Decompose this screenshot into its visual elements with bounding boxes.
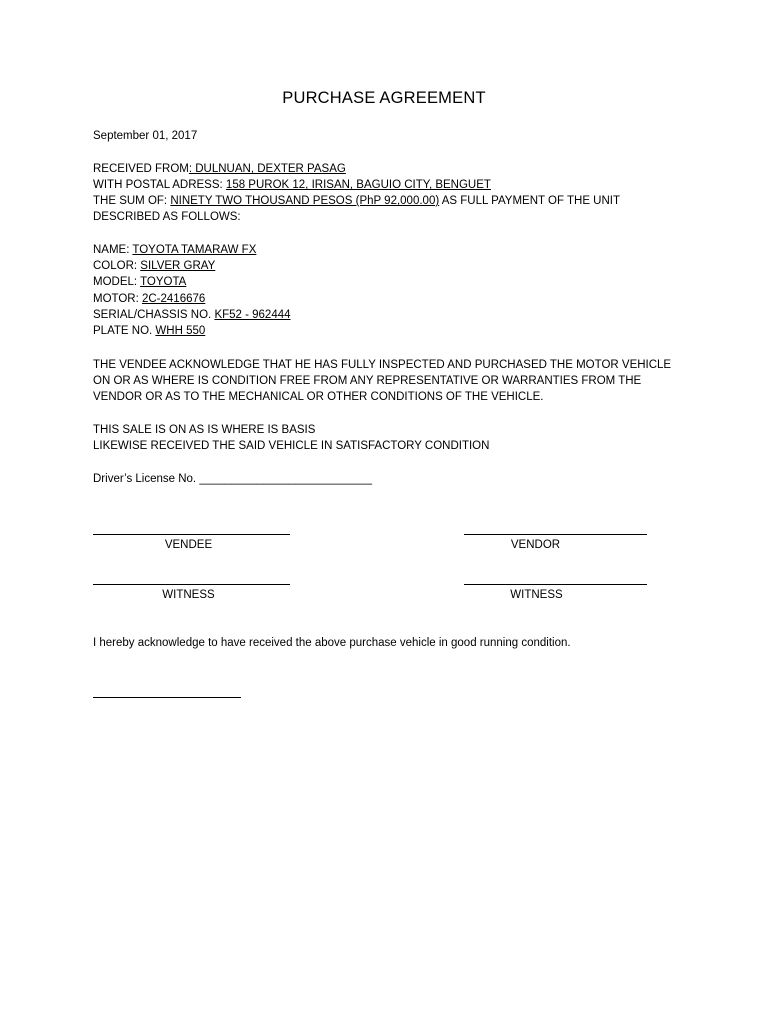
drivers-license-line	[93, 471, 372, 487]
witness-right-signature-line	[464, 584, 647, 585]
acknowledge-line-2: ON OR AS WHERE IS CONDITION FREE FROM ANY REPRESENTATIVE OR WARRANTIES FROM THE	[93, 375, 642, 387]
sale-basis: THIS SALE IS ON AS IS WHERE IS BASIS	[93, 424, 316, 436]
vehicle-serial-label: SERIAL/CHASSIS NO.	[93, 309, 215, 321]
vehicle-model-label: MODEL:	[93, 276, 141, 288]
vehicle-motor-line	[93, 291, 205, 307]
witness-right-label: WITNESS	[510, 589, 563, 601]
sum-value: NINETY TWO THOUSAND PESOS (PhP 92,000.00)	[170, 195, 440, 207]
vendor-signature-line	[464, 534, 647, 535]
postal-address-value: 158 PUROK 12, IRISAN, BAGUIO CITY, BENGUET	[225, 179, 491, 191]
vehicle-name-line	[93, 242, 256, 258]
witness-left-label: WITNESS	[162, 589, 215, 601]
vehicle-model-line	[93, 274, 186, 290]
described-as-follows: DESCRIBED AS FOLLOWS:	[93, 211, 241, 223]
agreement-date: September 01, 2017	[93, 130, 198, 142]
sum-label: THE SUM OF:	[93, 195, 171, 207]
vehicle-serial-value: KF52 - 962444	[214, 309, 291, 321]
vehicle-color-value: SILVER GRAY	[140, 260, 216, 272]
vehicle-motor-label: MOTOR:	[93, 293, 142, 305]
drivers-license-blank: ___________________________	[199, 473, 372, 485]
vehicle-serial-line	[93, 307, 291, 323]
sum-suffix: AS FULL PAYMENT OF THE UNIT	[439, 195, 621, 207]
received-from-line	[93, 161, 346, 177]
sum-line	[93, 193, 620, 209]
document-title: PURCHASE AGREEMENT	[282, 89, 486, 107]
vehicle-name-label: NAME:	[93, 244, 133, 256]
received-from-label: RECEIVED FROM	[93, 163, 189, 175]
vendee-signature-line	[93, 534, 290, 535]
received-from-value: : DULNUAN, DEXTER PASAG	[188, 163, 346, 175]
satisfactory-condition: LIKEWISE RECEIVED THE SAID VEHICLE IN SATISFACTORY CONDITION	[93, 440, 490, 452]
vendee-label: VENDEE	[164, 539, 213, 551]
witness-left-signature-line	[93, 584, 290, 585]
final-signature-line	[93, 697, 241, 698]
postal-address-label: WITH POSTAL ADRESS:	[93, 179, 226, 191]
vehicle-plate-line	[93, 323, 205, 339]
vehicle-plate-value: WHH 550	[155, 325, 206, 337]
acknowledge-line-1: THE VENDEE ACKNOWLEDGE THAT HE HAS FULLY INSPECTED AND PURCHASED THE MOTOR VEHICLE	[93, 359, 672, 371]
vehicle-name-value: TOYOTA TAMARAW FX	[132, 244, 257, 256]
acknowledge-line-3: VENDOR OR AS TO THE MECHANICAL OR OTHER CONDITIONS OF THE VEHICLE.	[93, 391, 544, 403]
drivers-license-label: Driver’s License No.	[93, 473, 200, 485]
vendor-label: VENDOR	[510, 539, 561, 551]
vehicle-motor-value: 2C-2416676	[141, 293, 206, 305]
postal-address-line	[93, 177, 491, 193]
vehicle-model-value: TOYOTA	[140, 276, 187, 288]
vehicle-color-line	[93, 258, 215, 274]
final-acknowledgement: I hereby acknowledge to have received the above purchase vehicle in good running condition.	[93, 637, 571, 649]
vehicle-plate-label: PLATE NO.	[93, 325, 156, 337]
vehicle-color-label: COLOR:	[93, 260, 141, 272]
